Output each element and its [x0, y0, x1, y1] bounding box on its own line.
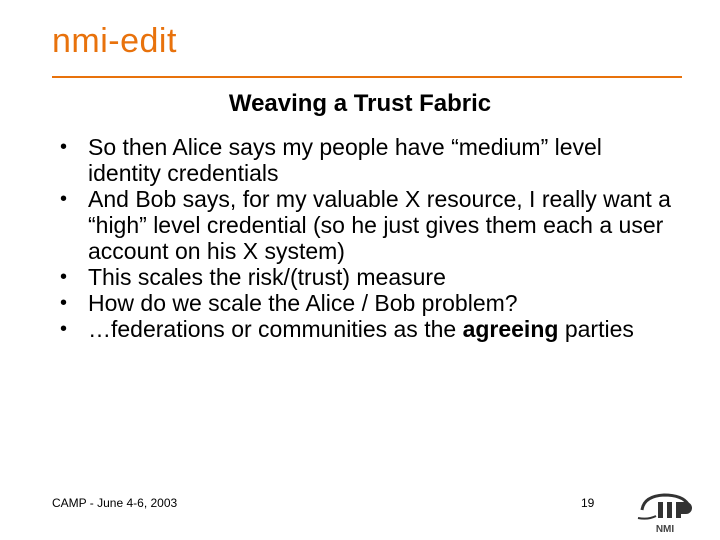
bullet-list	[60, 134, 680, 342]
bullet-item	[60, 316, 680, 342]
bullet-item	[60, 134, 680, 186]
bullet-text: How do we scale the Alice / Bob problem?	[88, 290, 518, 316]
bullet-text: And Bob says, for my valuable X resource, I really want a “high” level credential (so he just gives them each a user account on his X system)	[88, 186, 671, 264]
bullet-dot: •	[60, 136, 68, 158]
footer-event: CAMP - June 4-6, 2003	[52, 496, 178, 510]
slide-title: Weaving a Trust Fabric	[228, 90, 492, 117]
page-number: 19	[581, 496, 595, 510]
logo-label: NMI	[655, 524, 675, 534]
bullet-text: So then Alice says my people have “medium” level identity credentials	[88, 134, 602, 186]
bullet-text-bold: agreeing	[462, 316, 559, 342]
bullet-dot: •	[60, 292, 68, 314]
bullet-text: This scales the risk/(trust) measure	[88, 264, 446, 290]
brand-logo-text: nmi-edit	[52, 22, 177, 60]
nmi-logo-icon	[634, 490, 696, 534]
bullet-text-after: parties	[558, 316, 634, 342]
bullet-dot: •	[60, 266, 68, 288]
bullet-dot: •	[60, 188, 68, 210]
bullet-item	[60, 186, 680, 264]
header-rule	[52, 76, 682, 78]
bullet-item	[60, 290, 680, 316]
bullet-item	[60, 264, 680, 290]
bullet-dot: •	[60, 318, 68, 340]
bullet-text-before: …federations or communities as the	[88, 316, 463, 342]
